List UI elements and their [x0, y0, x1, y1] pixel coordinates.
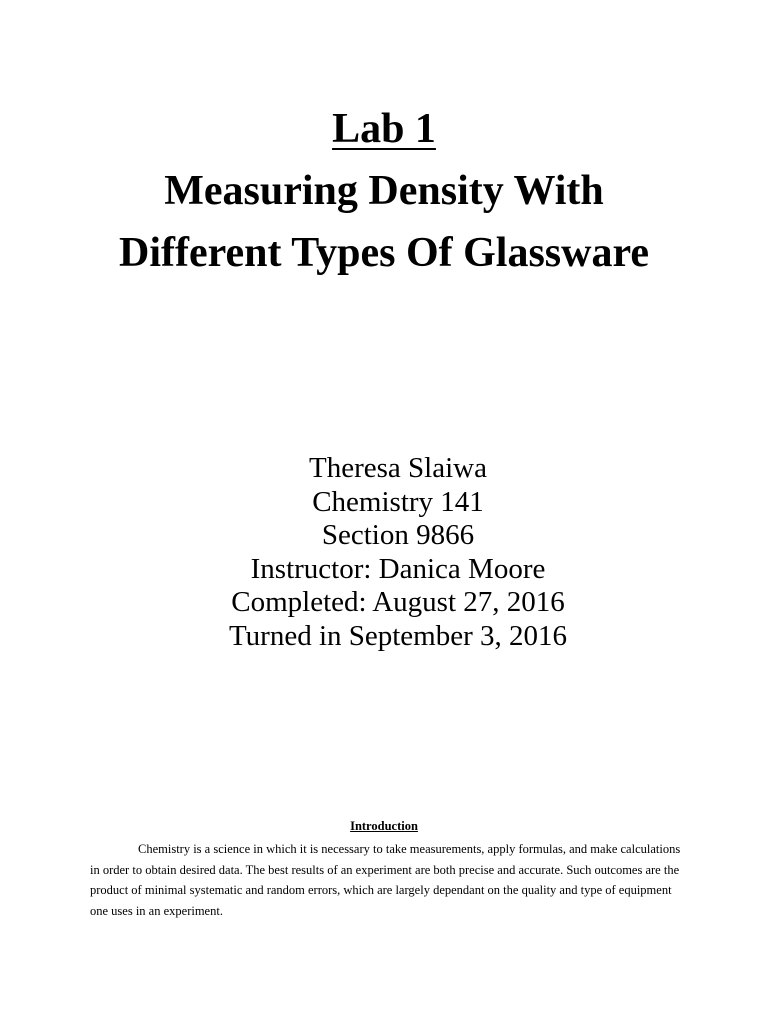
completed-date: Completed: August 27, 2016	[231, 586, 565, 618]
author-info-block	[14, 452, 768, 653]
title-line-2: Different Types Of Glassware	[118, 230, 649, 276]
title-line-1: Measuring Density With	[164, 168, 604, 214]
lab-number-title: Lab 1	[332, 106, 436, 152]
introduction-heading: Introduction	[350, 819, 418, 833]
turned-in-date: Turned in September 3, 2016	[228, 619, 568, 652]
introduction-paragraph: Chemistry is a science in which it is necessary to take measurements, apply formulas, and make calculations in order to obtain desired data. The best results of an experiment are both precise and accurate. Such outcomes are the product of minimal systematic and random errors, which are largely dependant on the quality and type of equipment one uses in an experiment.	[90, 842, 681, 918]
author-name: Theresa Slaiwa	[309, 452, 487, 484]
title-block	[0, 98, 768, 284]
section-number: Section 9866	[321, 519, 475, 551]
course-name: Chemistry 141	[312, 485, 484, 518]
instructor-name: Instructor: Danica Moore	[250, 552, 546, 585]
